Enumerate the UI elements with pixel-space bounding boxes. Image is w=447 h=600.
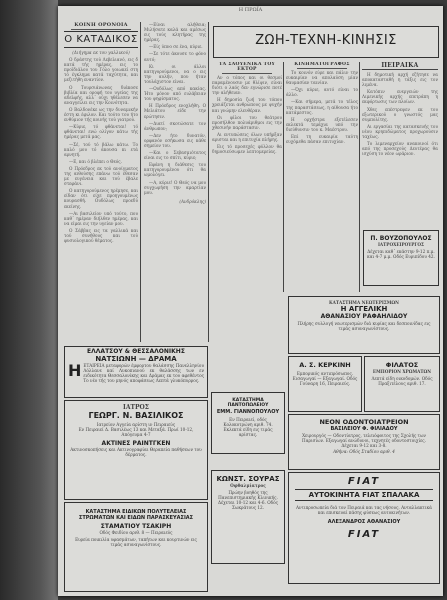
story-title: Ο ΚΑΤΑΔΙΚΟΣ bbox=[64, 31, 138, 48]
drop-cap: Η bbox=[68, 361, 82, 380]
story-continuation: —Είναι αλήθεια; Μιλήσατε καλά και αμέσως εις τούς κλητήρας της ημέρας. —Είς ύπνο σε ένα, κύριε. —Σε τότε άκουσε το φόνο αυτό; Κι οι άλλοι κατηγορούμενοι, να ο εις την αυλήν, που ήταν τουλάχιστον είναι. —Ουδόλως από κακίας. Ήτο μόνον από ευλάβειαν του ψηφίσματος. Η Πρόεδρος ενοχλήθη. Ο Μελιάτου είδε την ερώτησιν. —Διατί σκοτώσατε τον άνθρωπον; —Δεν ήτο δυνατόν, ορφανόν εσήκωσα εις κάθε σημείον του. —Και ο Σεβασμιότατος είναι εις το σπίτι, κύριε; Εφάνη η διάθεσις του κατηγορουμένου ότι θα ωμολόγει. —Α, κύριε! Ο Θεός να μου συγχωρήση την αμαρτίαν μου. bbox=[144, 22, 206, 195]
second-column bbox=[144, 22, 206, 342]
running-head: Η ΠΡΩΪΑ bbox=[238, 7, 263, 13]
ad-carpets-store: ΚΑΤΑΣΤΗΜΑ ΕΙΔΙΚΩΝ ΠΟΛΥΤΕΛΕΙΑΣ ΣΤΡΩΜΑΤΩΝ ΚΑΙ ΕΙΔΩΝ ΠΑΡΑΣΚΕΥΑΣΙΑΣ ΣΤΑΜΑΤΙΟΥ ΤΣΑΚΙΡΗ Οδός Φειδίου αριθ. 8 — Πειραιεύς Ευρεία ποικιλία υφασμάτων, ταπήτων και κουρτινών εις τιμάς ασυναγωνίστους. bbox=[64, 502, 208, 592]
ad-bouzopoulos: Π. ΒΟΥΖΟΠΟΥΛΟΣ ΙΑΤΡΟΧΕΙΡΟΥΡΓΟΣ Δέχεται καθ᾽ εκάστην 9-12 π.μ. και 4-7 μ.μ. Οδός Ευριπίδου 42. bbox=[363, 230, 439, 286]
piraeus-column: ΠΕΙΡΑΙΚΑ Η δημοτική αρχή εζήτησε να αποκατασταθή η τάξις εις τον λιμένα. Κατόπιν ενεργειών της Λιμενικής αρχής επετράπη η εκφόρτωσις των πλοίων. Χθες επέστρεψεν εκ του εξωτερικού ο γνωστός μας συμπολίτης. Αι εργασίαι της κατασκευής του νέου κρηπιδώματος προχωρούσιν ταχέως. Το λιμεναρχείον ανακοινοί ότι από της προσεχούς Δευτέρας θα ισχύση το νέον ωράριον. bbox=[362, 62, 438, 157]
column-rule bbox=[208, 22, 209, 342]
ad-doctor-vasilikos: ΙΑΤΡΟΣ ΓΕΩΡΓ. Ν. ΒΑΣΙΛΙΚΟΣ Ιατρείον Αγγεία αρίστη ιν Πειραιεύς Εν Πειραιεί Δ. Βασιλέως 13 και Μεταξά. Πρωί 10-12, Απόγευμα 4-7 ΑΚΤΙΝΕΣ ΡΑΙΝΤΓΚΕΝ Ακτινοσκοπήσεις και Ακτινογραφίαι Θεραπεία παθήσεων του δέρματος. bbox=[64, 400, 208, 500]
book-binding bbox=[0, 0, 58, 600]
banner-title: ΖΩΗ-ΤΕΧΝΗ-ΚΙΝΗΣΙΣ bbox=[255, 33, 397, 48]
ad-tobacco-company: ΕΛΛΑΤΣΟΥ & ΘΕΣΣΑΛΟΝΙΚΗΣ ΝΑΤΣΙΩΝΗ — ΔΡΑΜΑ Η ΕΤΑΙΡΕΙΑ μεταφορών έμφορτου θαλάσσης Πανελληνίου Λόλλανε καί Λυκοπιανού εκ θαλάσσης των εν ειδικότητα Θεσσαλονίκης και Δράμας εκ του αφεθέντος Το νέο τής του μηνός αποφάσεως Λεπτά γλυκόπυρρος. bbox=[64, 346, 208, 398]
arts-column: ΤΑ ΣΑΟΥΕΝΙΚΑ ΤΟΥ ΕΚΤΟΡ Αν ο τόπος και οι θεσμοί παραμένουσιν με θλίψιν, είναι διότι ο λαός δεν εγνώρισε ποτέ την αλήθειαν. Η δημοσία ζωή του τόπου χρειάζεται ανθρώπους με ψυχήν και γνώμην ελευθέραν. Οι φίλοι του θεάτρου προσήλθον πολυάριθμοι εις την χθεσινήν παράστασιν. Αι εντυπώσεις όλων υπήρξαν αρισται και η επιτυχία πλήρης. Εις τό προσεχές φύλλον θα δημοσιεύσωμεν λεπτομερείας. bbox=[212, 62, 282, 155]
signature: (Ανδρόκλης) bbox=[179, 198, 206, 204]
column-rule bbox=[140, 22, 141, 342]
ad-grocery-store: ΚΑΤΑΣΤΗΜΑ ΠΑΝΤΟΠΩΛΕΙΟΥ ΕΜΜ. ΓΙΑΝΝΟΠΟΥΛΟΥ Εν Πειραιεί, οδός Κολοκοτρώνη αριθ. 74. Εκλεκτά είδη εις τιμάς αρίστας. bbox=[211, 392, 285, 454]
left-column bbox=[64, 22, 138, 342]
cinema-heading: ΚΙΝΗΜΑΤΟΓΡΑΦΟΣ bbox=[294, 62, 350, 67]
ad-filatos: ΦΙΛΑΤΟΣ ΕΜΠΟΡΙΟΝ ΧΡΩΜΑΤΩΝ Λεπτά είδη οικοδομών. Οδός Πραξιτέλους αριθ. 17. bbox=[364, 356, 440, 412]
piraeus-heading: ΠΕΙΡΑΙΚΑ bbox=[362, 62, 438, 70]
fiat-logo-footer: FIAT bbox=[347, 529, 381, 540]
fiat-logo: FIAT bbox=[347, 476, 381, 487]
arts-heading: ΤΑ ΣΑΟΥΕΝΙΚΑ ΤΟΥ ΕΚΤΟΡ bbox=[218, 62, 276, 72]
section-banner bbox=[213, 26, 439, 58]
column-rule bbox=[283, 62, 284, 292]
newspaper-page bbox=[58, 6, 443, 596]
kicker: ΚΟΙΝΗ ΟΡΟΝΟΙΑ bbox=[74, 22, 128, 28]
ad-kerkini: Α. Σ. ΚΕΡΚΙΝΗ Εμπορικός αντιπρόσωπος. Εισαγωγαί — Εξαγωγαί. Οδός Γούναρη 16, Πειραιεύς. bbox=[288, 356, 362, 412]
ad-ophthalmologist: ΚΩΝΣΤ. ΣΟΥΡΑΣ Οφθαλμίατρος Πρώην βοηθός της Πανεπιστημιακής Κλινικής. Δέχεται 10-12 και 4-6. Οδός Σωκράτους 12. bbox=[211, 470, 285, 564]
ad-fiat-cars: FIAT ΑΥΤΟΚΙΝΗΤΑ FIAT ΣΠΑΛΑΚΑ Αντιπροσωπεία διά τον Πειραιά και τας νήσους. Ανταλλακτικά και επισκευαί πάσης φύσεως αυτοκινήτων. ΑΛΕΞΑΝΔΡΟΣ ΑΘΑΝΑΣΙΟΥ FIAT bbox=[288, 472, 440, 584]
cinema-column: ΚΙΝΗΜΑΤΟΓΡΑΦΟΣ Το κοινόν εύρε και πάλιν την ευκαιρίαν να απολαύση μίαν θαυμασίαν ταινίαν. —Όχι κύριε, αυτό είναι το άλλο. —Και σήμερα, μετά το τέλος της παραστάσεως, η αίθουσα ήτο κατάμεστος. Η ορχήστρα εξετέλεσεν εκλεκτά τεμάχια υπό την διεύθυνσιν του κ. Μαέστρου. Επί τη ευκαιρία ταύτη ευχόμεθα πάσαν επιτυχίαν. bbox=[286, 62, 358, 145]
story-body: Ο δράστης τού Λεβελιανό, εις δ κατά τής ημέρας, εις το προϊδιάλου του Γόλο γοιωκεί στη τό έγκλημα κατά ταχύτητα, και μεζιτήθη εναντίον. Ο Τουρσιάνωνας διάκοσε βιβλία και οροφή του υγείας της αδελφής, αλλ᾽ ούχι ηθέλεσεν να αναγγείλει εις την Κοινότητα. Ο Βαλδονέκε ως την δυναμικήν έστη κι έφιλον. Και τούτο του ήτο ενθύμιον τής κοινής τού γιατρού. —Κύριε, τό φθάνεται! τό φθάνεται! ενώ ολίγον κάτω τής ημέρας μετά μας. —Σέ, τού τό βάλω κάτω. Το καλό μου τό άκουσα κι ετά αρνητή. —Ε, και ό βλέπει ο Θεός. Ο Πρόεδρος εκ τού ανοίγματος της αιθούσης επάνω τού έθεσαν με ευγένεια και τού έβαλε στεφάνι. Ο κατηγορούμενος ηρέμησε, και είδαν ότι είχε προηγουμένως κουρασθή. Ουδόλως προεδύ εκείνης. —Αι βασιλείον υπό τούτο, που καθ᾽ ημέραν διήλθεν ημέρας, και να είμαι εις την υγείαν μου. Ο Σάββας εις τα γαλλικά και τού συνήθους και τού φυσιολογικού θέματος. bbox=[64, 57, 138, 244]
byline: (Διήγημα εκ του γαλλικού) bbox=[72, 50, 130, 55]
ad-fashion-store: ΚΑΤΑΣΤΗΜΑ ΝΕΩΤΕΡΙΣΜΩΝ Η ΑΓΓΕΛΙΚΗ ΑΘΑΝΑΣΙΟΥ ΡΑΦΑΗΛΙΔΟΥ Πλήρης συλλογή νεωτερισμών διά κυρίας και δεσποινίδας εις τιμάς ασυναγωνίστους. bbox=[288, 296, 440, 354]
ad-dental-clinic: ΝΕΟΝ ΟΔΟΝΤΟΙΑΤΡΕΙΟΝ ΒΑΣΙΛΕΙΟΥ Φ. ΦΙΛΙΑΔΟΥ Χειρουργός — Οδοντίατρος, τελειόφοιτος της Σχολής των Παρισίων. Εξαγωγαί ανώδυνοι, τεχνητές οδοντοστοιχίες. Δέχεται 9-12 και 3-8. Αθήνα: Οδός Σταδίου αριθ. 4 bbox=[288, 414, 440, 470]
column-rule bbox=[359, 62, 360, 292]
